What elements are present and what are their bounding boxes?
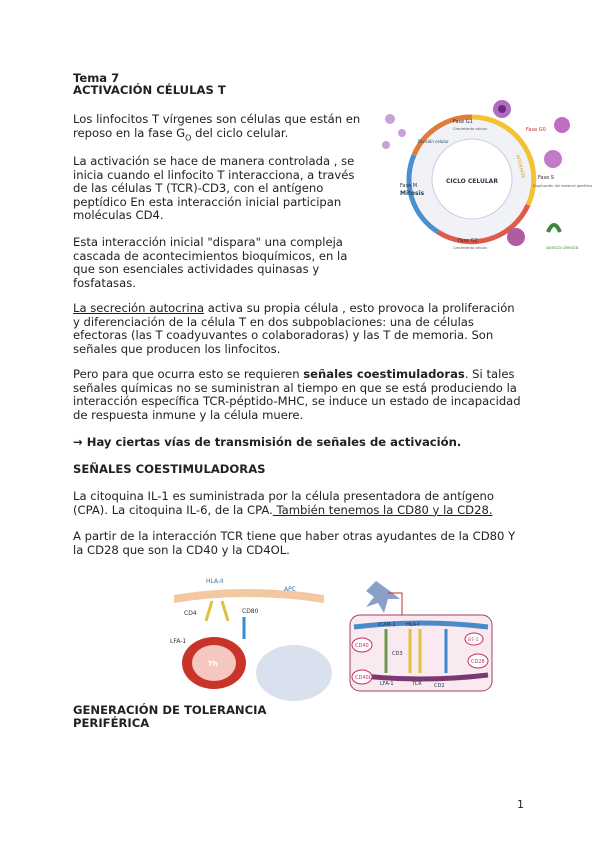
fig2-cd2-label: CD2: [434, 683, 445, 689]
tema-label: Tema 7: [73, 71, 120, 85]
section-title-tolerancia-1: GENERACIÓN DE TOLERANCIA: [73, 703, 267, 717]
label-interfase: INTERFASE: [514, 154, 526, 180]
p7-underlined: También tenemos la CD80 y la CD28.: [272, 502, 493, 517]
fig2-lfa-label: LFA-1: [380, 681, 394, 687]
p1-end: del ciclo celular.: [191, 125, 289, 140]
fig1-cd80-label: CD80: [242, 608, 259, 615]
cell-g1-nucleus-icon: [498, 105, 506, 113]
label-s: Fase S: [538, 175, 554, 181]
paragraph-8: A partir de la interacción TCR tiene que haber otras ayudantes de la CD80 Y la CD28 que son la CD40 y la CD4OL.: [73, 529, 516, 557]
apc-membrane: [174, 589, 324, 603]
p5-bold: señales coestimuladoras: [303, 367, 465, 381]
logo-text: acerca ciencia: [546, 246, 579, 251]
fig2-icam-label: ICAM-1: [378, 622, 396, 628]
cell-small-1-icon: [385, 114, 395, 124]
paragraph-4: [73, 302, 523, 356]
apc-cell-bottom: [256, 645, 332, 701]
p4-underlined: La secreción autocrina: [73, 301, 205, 315]
p5-a: Pero para que ocurra esto se requieren: [73, 367, 304, 381]
apc-th-figure: [164, 575, 330, 691]
label-m: Fase M: [400, 183, 418, 189]
cell-s-icon: [544, 150, 562, 168]
fig1-lfa-label: LFA-1: [170, 638, 187, 645]
label-g2-desc: Crecimiento celular: [453, 246, 488, 250]
fig2-cd40-label: CD40: [355, 643, 369, 649]
fig2-cd28-label: CD28: [471, 659, 485, 665]
fig1-apc-label: APC: [284, 586, 296, 593]
cell-cycle-figure: [378, 97, 592, 259]
section-title-coestimuladoras: SEÑALES COESTIMULADORAS: [73, 462, 266, 476]
p5-c: . Si tales señales químicas no se suministran al tiempo en que se está produciendo la interacción específica TCR-péptido-MHC, se induce un estado de incapacidad de respuesta inmune y la célula muere.: [73, 367, 521, 422]
p7-a: La citoquina IL-1 es suministrada por la célula presentadora de antígeno (CPA). La citoquina IL-6, de la CPA.: [73, 489, 494, 517]
page-number: 1: [517, 798, 524, 811]
p1-text: Los linfocitos T vírgenes son células que están en reposo en la fase G: [73, 112, 361, 140]
paragraph-5: [73, 368, 523, 422]
cell-g2-icon: [507, 228, 525, 246]
dendritic-cell-icon: [366, 581, 400, 613]
paragraph-6: → Hay ciertas vías de transmisión de señales de activación.: [73, 435, 462, 449]
page-title: ACTIVACIÓN CÉLULAS T: [73, 83, 226, 97]
paragraph-1: [73, 113, 368, 145]
p1-subscript: O: [185, 132, 192, 142]
label-mitosis: Mitosis: [400, 190, 425, 197]
label-g1-desc: Crecimiento celular: [453, 127, 488, 131]
fig1-hla-molecule: [206, 601, 228, 621]
fig2-b7-label: B7-1: [468, 638, 479, 643]
label-g0: Fase G0: [526, 127, 546, 133]
cell-small-2-icon: [398, 129, 406, 137]
fig2-hla-label: HLA-I: [406, 622, 420, 628]
paragraph-2: La activación se hace de manera controlada , se inicia cuando el linfocito T interacciona, a través de las células T (TCR)-CD3, con el antígeno peptídico En esta interacción inicial participan moléculas CD4.: [73, 154, 355, 223]
fig1-th-label: Th: [208, 660, 218, 668]
tcell-apc-figure: [346, 575, 496, 695]
fig1-cd4-label: CD4: [184, 610, 197, 617]
logo-icon: [548, 225, 560, 232]
cell-g0-icon: [554, 117, 570, 133]
fig2-tcr-label: TCR: [412, 681, 422, 687]
label-g1: Fase G1: [453, 119, 473, 125]
paragraph-7: [73, 490, 523, 517]
section-title-tolerancia-2: PERIFÉRICA: [73, 716, 150, 730]
label-g2: Fase G2: [458, 238, 478, 244]
label-s-desc: Duplicación del material genético: [533, 184, 592, 188]
cell-small-3-icon: [382, 141, 390, 149]
label-division: División celular: [418, 139, 449, 144]
p4-text: activa su propia célula , esto provoca la proliferación y diferenciación de la célula T en dos subpoblaciones: una de células efectoras (las T coadyuvantes o colaboradoras) y las T de memoria. Son señales que producen los linfocitos.: [73, 301, 515, 356]
fig2-cd3-label: CD3: [392, 651, 403, 657]
cycle-center-label: CICLO CELULAR: [446, 178, 498, 185]
fig1-hla-label: HLA-II: [206, 578, 224, 585]
fig2-cd40l-label: CD40L: [355, 675, 372, 681]
paragraph-3: Esta interacción inicial "dispara" una compleja cascada de acontecimientos bioquímicos, en la que son esenciales actividades quinasas y fosfatasas.: [73, 235, 348, 290]
